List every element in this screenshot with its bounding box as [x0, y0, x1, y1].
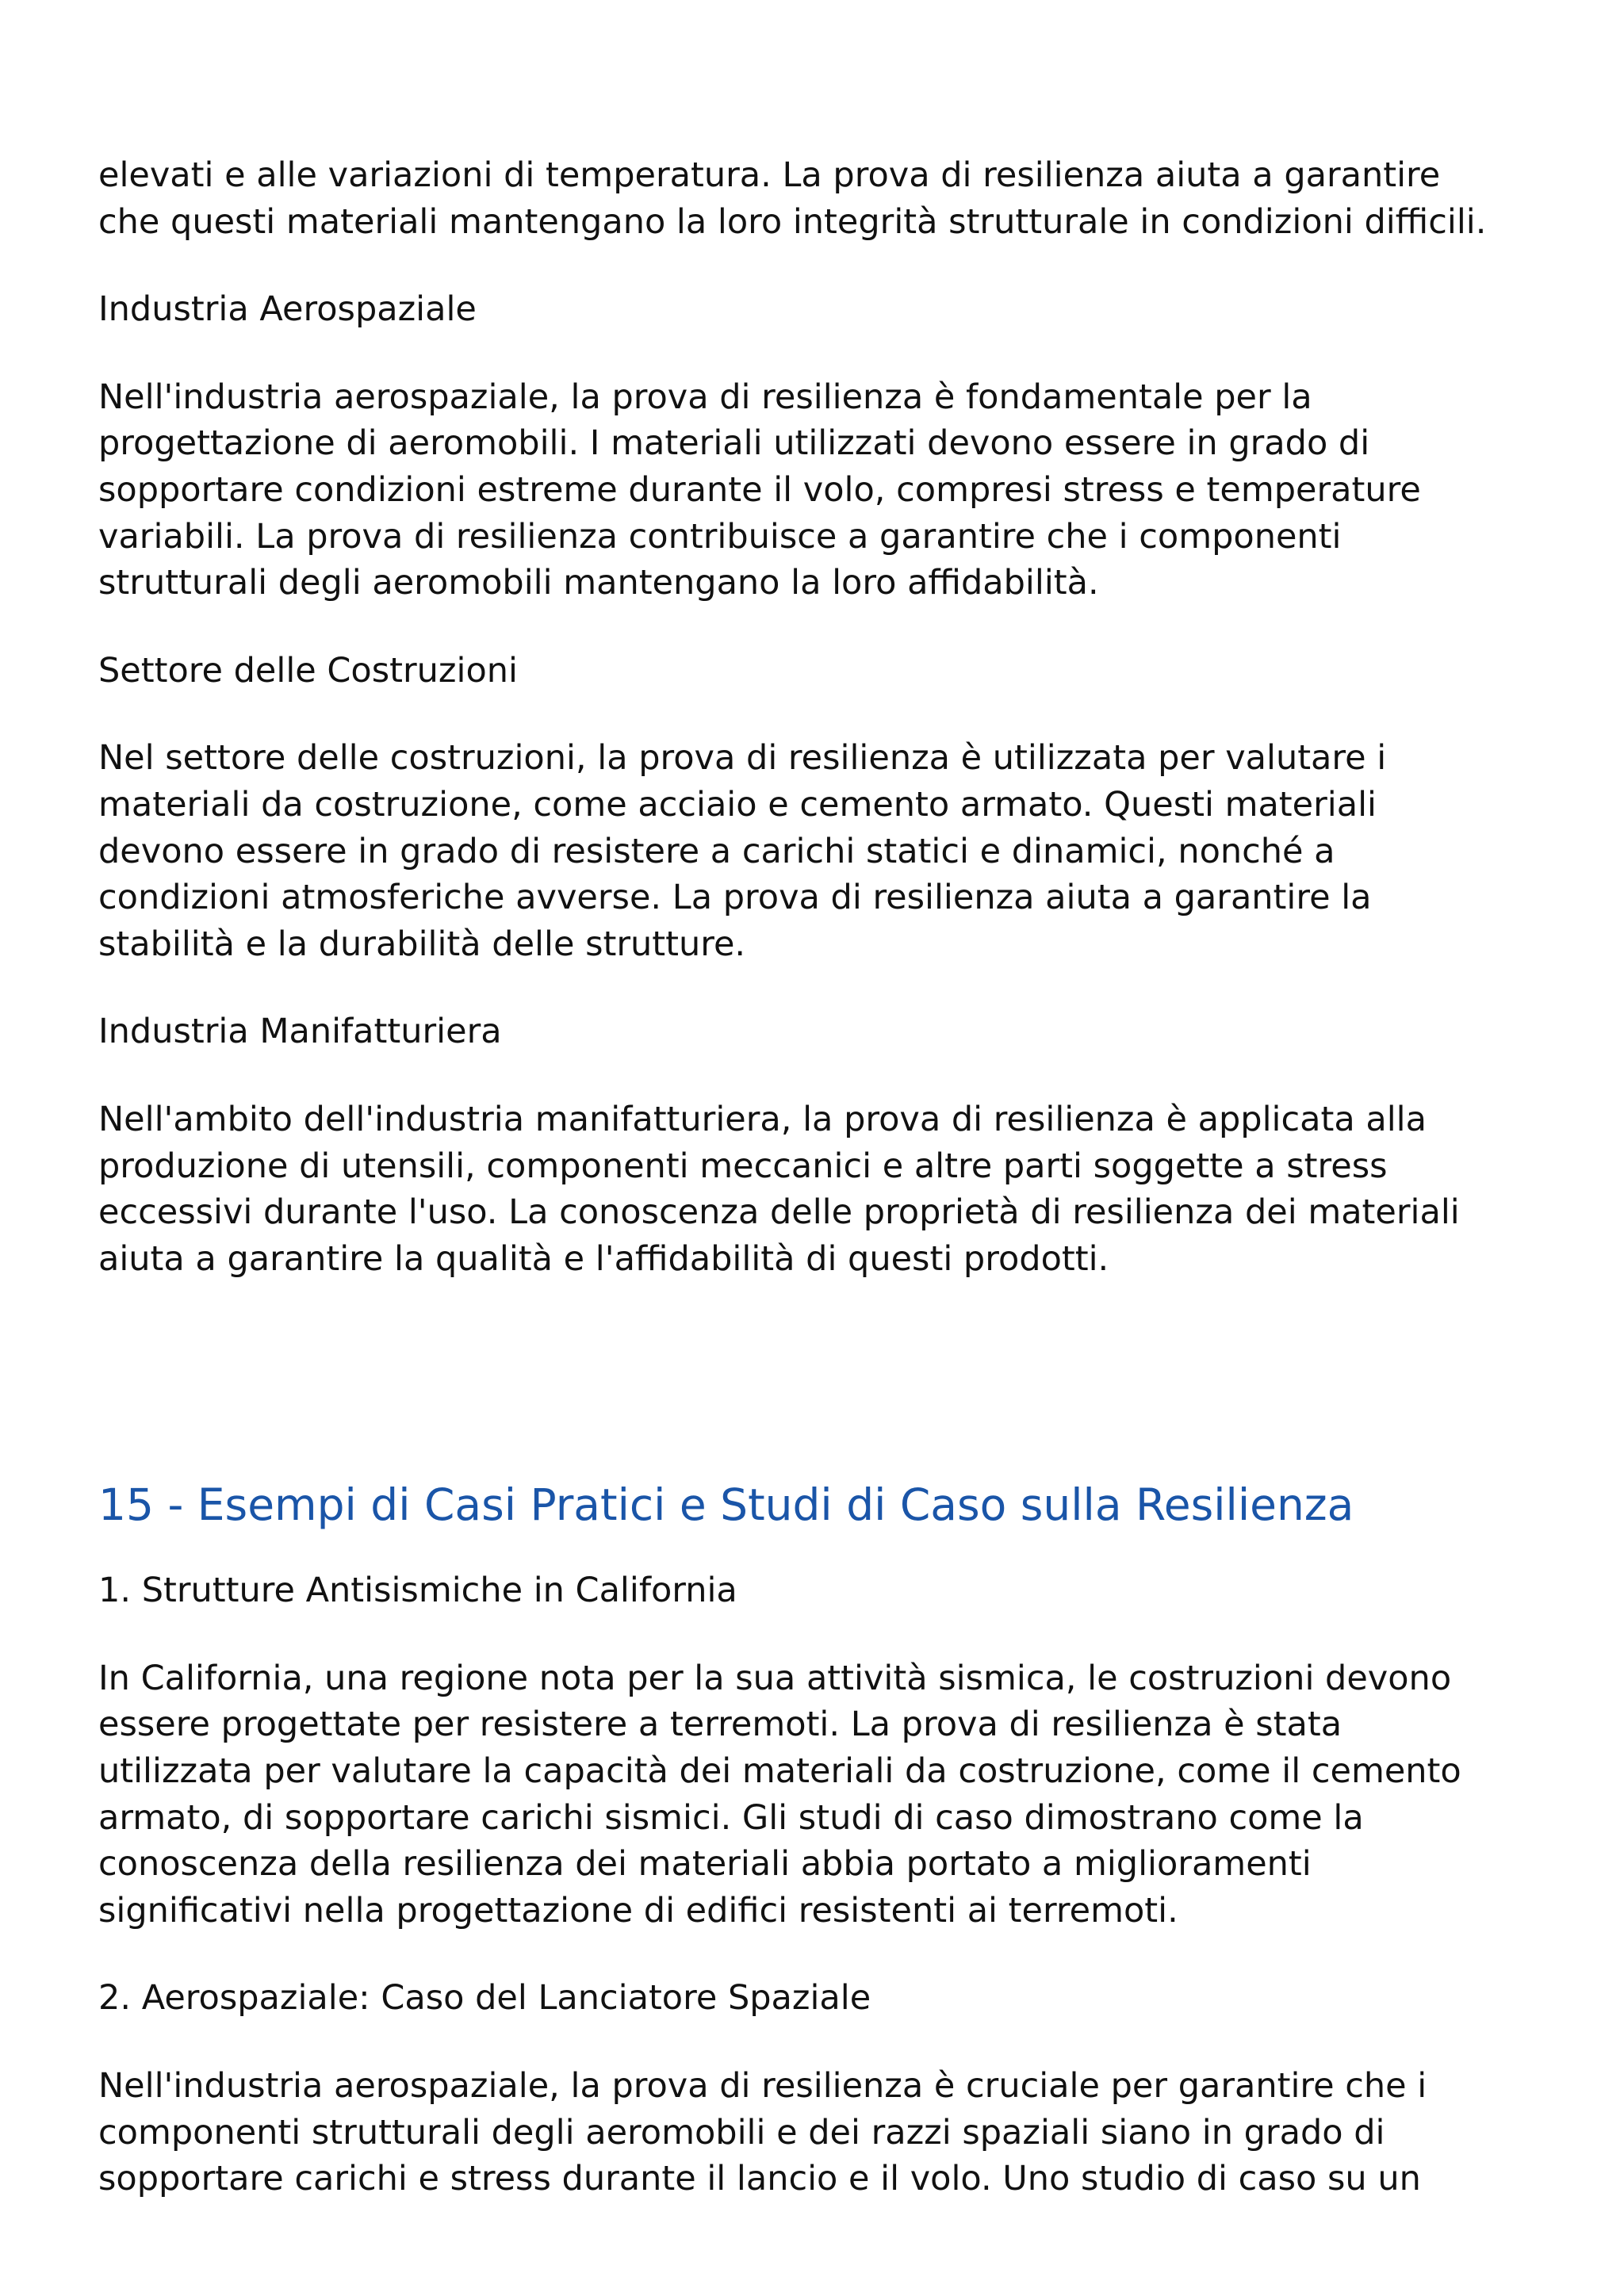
text-line: Nell'industria aerospaziale, la prova di resilienza è cruciale per garantire che i [98, 2066, 1427, 2107]
text-line: produzione di utensili, componenti meccanici e altre parti soggette a stress [98, 1146, 1388, 1186]
construction-paragraph [98, 735, 1557, 967]
aerospace-paragraph [98, 374, 1557, 607]
subheading-construction: Settore delle Costruzioni [98, 650, 518, 691]
text-line: In California, una regione nota per la sua attività sismica, le costruzioni devono [98, 1658, 1452, 1698]
text-line: devono essere in grado di resistere a carichi statici e dinamici, nonché a [98, 831, 1335, 871]
text-line: strutturali degli aeromobili mantengano la loro affidabilità. [98, 563, 1099, 603]
text-line: essere progettate per resistere a terremoti. La prova di resilienza è stata [98, 1705, 1342, 1745]
text-line: armato, di sopportare carichi sismici. Gli studi di caso dimostrano come la [98, 1797, 1364, 1838]
text-line: che questi materiali mantengano la loro integrità strutturale in condizioni difficili. [98, 201, 1487, 242]
section-title: 15 - Esempi di Casi Pratici e Studi di Caso sulla Resilienza [98, 1479, 1354, 1531]
text-line: eccessivi durante l'uso. La conoscenza delle proprietà di resilienza dei materiali [98, 1192, 1460, 1233]
text-line: variabili. La prova di resilienza contribuisce a garantire che i componenti [98, 516, 1342, 557]
text-line: utilizzata per valutare la capacità dei materiali da costruzione, come il cemento [98, 1751, 1461, 1792]
intro-paragraph [98, 152, 1557, 245]
case-2-paragraph [98, 2063, 1557, 2202]
text-line: Nel settore delle costruzioni, la prova di resilienza è utilizzata per valutare i [98, 738, 1387, 779]
subheading-case-2: 2. Aerospaziale: Caso del Lanciatore Spaziale [98, 1978, 871, 2019]
text-line: sopportare condizioni estreme durante il volo, compresi stress e temperature [98, 469, 1421, 510]
text-line: conoscenza della resilienza dei materiali abbia portato a miglioramenti [98, 1844, 1312, 1885]
case-1-paragraph [98, 1655, 1557, 1934]
text-line: significativi nella progettazione di edifici resistenti ai terremoti. [98, 1890, 1178, 1931]
document-page [98, 152, 1557, 2202]
text-line: aiuta a garantire la qualità e l'affidabilità di questi prodotti. [98, 1238, 1109, 1279]
section-spacer [98, 1282, 1557, 1477]
text-line: componenti strutturali degli aeromobili e dei razzi spaziali siano in grado di [98, 2112, 1385, 2152]
subheading-case-1: 1. Strutture Antisismiche in California [98, 1571, 737, 1611]
text-line: elevati e alle variazioni di temperatura. La prova di resilienza aiuta a garantire [98, 155, 1441, 195]
subheading-aerospace: Industria Aerospaziale [98, 289, 477, 330]
text-line: sopportare carichi e stress durante il lancio e il volo. Uno studio di caso su un [98, 2159, 1421, 2199]
text-line: Nell'ambito dell'industria manifatturiera, la prova di resilienza è applicata alla [98, 1099, 1427, 1139]
text-line: Nell'industria aerospaziale, la prova di resilienza è fondamentale per la [98, 377, 1312, 417]
text-line: stabilità e la durabilità delle strutture. [98, 924, 746, 964]
text-line: progettazione di aeromobili. I materiali utilizzati devono essere in grado di [98, 423, 1370, 464]
manufacturing-paragraph [98, 1096, 1557, 1282]
subheading-manufacturing: Industria Manifatturiera [98, 1012, 502, 1052]
text-line: condizioni atmosferiche avverse. La prova di resilienza aiuta a garantire la [98, 878, 1372, 918]
text-line: materiali da costruzione, come acciaio e cemento armato. Questi materiali [98, 784, 1377, 825]
